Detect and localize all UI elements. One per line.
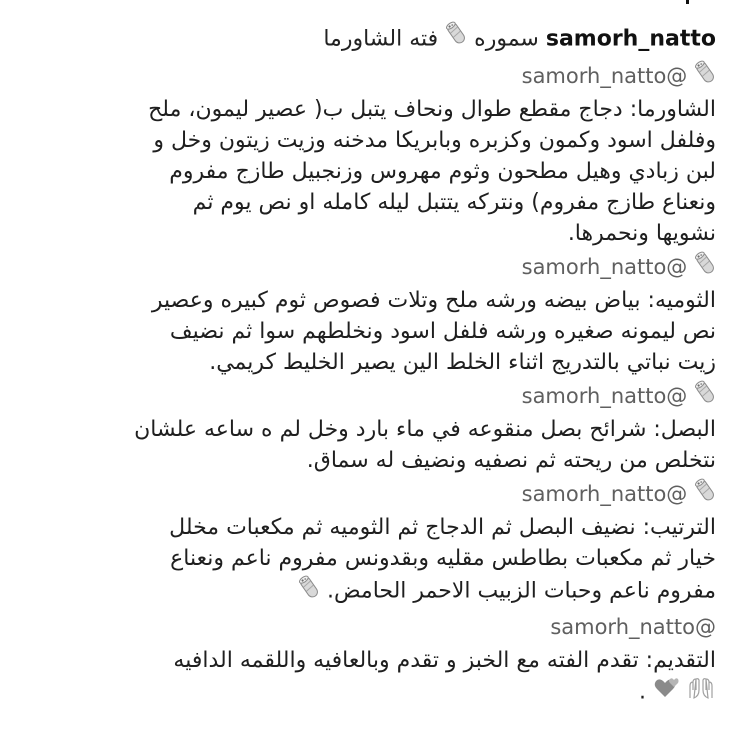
section-line: التقديم: تقدم الفته مع الخبز و تقدم وبالعافيه واللقمه الدافيه (173, 648, 716, 673)
mention-handle[interactable]: samorh_natto@ (521, 482, 688, 506)
mention-handle[interactable]: samorh_natto@ (550, 615, 716, 639)
rolled-wrap-icon (694, 59, 716, 96)
mention-handle[interactable]: samorh_natto@ (521, 64, 688, 88)
author-display-name: سموره (474, 26, 539, 52)
section-line-with-emoji (26, 676, 716, 709)
garlic-sauce-section (26, 285, 716, 378)
mention-line (26, 378, 716, 414)
mention-line (26, 476, 716, 512)
rolled-wrap-icon (694, 477, 716, 514)
section-line: ونعناع طازج مفروم) ونتركه يتتبل ليله كامله او نص يوم ثم (192, 190, 716, 215)
post-title: فته الشاورما (323, 26, 439, 52)
section-line: الثوميه: بياض بيضه ورشه ملح وتلات فصوص ثوم كبيره وعصير (151, 288, 716, 313)
section-line: نشويها ونحمرها. (567, 221, 716, 246)
section-line-with-emoji (26, 574, 716, 609)
raised-hands-icon (686, 676, 716, 709)
serving-section (26, 645, 716, 709)
section-line: الترتيب: نضيف البصل ثم الدجاج ثم الثوميه ثم مكعبات مخلل (169, 515, 716, 540)
assembly-section (26, 512, 716, 609)
author-username[interactable]: samorh_natto (545, 26, 716, 52)
section-line: مفروم ناعم وحبات الزبيب الاحمر الحامض. (326, 578, 716, 604)
mention-line (26, 58, 716, 94)
two-hearts-icon (653, 677, 679, 709)
mention-handle[interactable]: samorh_natto@ (521, 384, 688, 408)
section-line: خيار ثم مكعبات بطاطس مقليه وبقدونس مفروم ناعم ونعناع (170, 546, 716, 571)
mention-handle[interactable]: samorh_natto@ (521, 255, 688, 279)
shawarma-section (26, 94, 716, 249)
section-line: . (639, 679, 646, 705)
section-line: لبن زبادي وهيل مطحون وثوم مهروس وزنجبيل طازج مفروم (169, 159, 716, 184)
post-caption (26, 20, 716, 709)
section-line: وفلفل اسود وكمون وكزبره وبابريكا مدخنه وزيت زيتون وخل و (153, 128, 716, 153)
section-line: زيت نباتي بالتدريج اثناء الخلط الين يصير الخليط كريمي. (209, 350, 716, 375)
mention-line (26, 249, 716, 285)
rolled-wrap-icon (445, 20, 467, 59)
section-line: نص ليمونه صغيره ورشه فلفل اسود ونخلطهم سوا ثم نضيف (169, 319, 716, 344)
top-edge-mark (686, 0, 689, 4)
rolled-wrap-icon (694, 250, 716, 287)
section-line: البصل: شرائح بصل منقوعه في ماء بارد وخل لم ه ساعه علشان (134, 417, 716, 442)
mention-line (26, 609, 716, 645)
rolled-wrap-icon (298, 574, 320, 609)
section-line: الشاورما: دجاج مقطع طوال ونحاف يتبل ب( عصير ليمون، ملح (148, 97, 716, 122)
onion-section (26, 414, 716, 476)
caption-header (26, 20, 716, 58)
rolled-wrap-icon (694, 379, 716, 416)
section-line: نتخلص من ريحته ثم نصفيه ونضيف له سماق. (306, 448, 716, 473)
